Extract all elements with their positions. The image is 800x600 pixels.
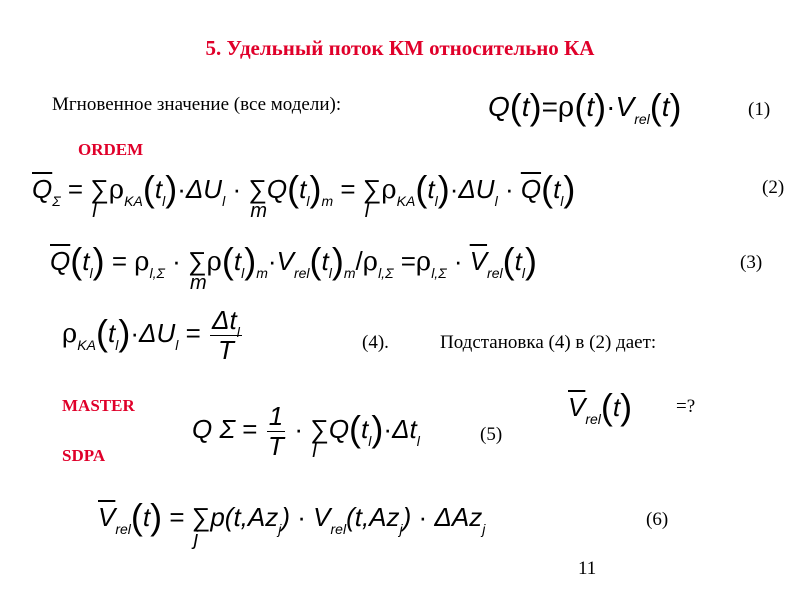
equation-5: Q Σ = $\frac{1}{T}$ · ∑ l $Q(t_l)\cdot\Delta t_l$ bbox=[192, 401, 420, 462]
equation-6-number: (6) bbox=[646, 509, 669, 530]
equation-2-number: (2) bbox=[762, 177, 785, 198]
slide-title: 5. Удельный поток КМ относительно КА bbox=[205, 36, 595, 60]
equation-1-number: (1) bbox=[748, 99, 771, 120]
equation-3-number: (3) bbox=[740, 252, 763, 273]
instant-value-label: Мгновенное значение (все модели): bbox=[52, 94, 342, 115]
equation-2: $\overline{Q}_\Sigma$ = ∑ l $\rho_{KA}(t_l)\cdot\Delta U_l$ · ∑ m $Q(t_l)_m$ = ∑ l $\rho_{KA}(t_l)\cdot\Delta U_l \cdot \overline{Q}(t_l)$ bbox=[32, 168, 576, 222]
page-number: 11 bbox=[578, 558, 597, 579]
model-label-master: MASTER bbox=[62, 396, 135, 415]
equation-5-number: (5) bbox=[480, 424, 503, 445]
vrel-question: =? bbox=[676, 396, 696, 417]
model-label-ordem: ORDEM bbox=[78, 140, 144, 159]
equation-6: $\overline{V}_{rel}(t)$ = ∑ j $p(t,Az_j) \cdot V_{rel}(t,Az_j) \cdot \Delta Az_j$ bbox=[98, 496, 486, 550]
equation-3: $\overline{Q}(t_l) = \rho_{l,\Sigma}$ · ∑ m $\rho(t_l)_m\cdot V_{rel}(t_l)_m/\rho_{l,\Sigma} =\rho_{l,\Sigma} \cdot \overline{V}_{rel}(t_l)$ bbox=[50, 240, 537, 294]
model-label-sdpa: SDPA bbox=[62, 446, 106, 465]
equation-1: $Q(t)=\rho(t)\cdot V_{rel}(t)$ bbox=[488, 86, 682, 127]
equation-4: $\rho_{KA}(t_l)\cdot\Delta U_l$ = $\frac{\Delta t_l}{T}$ bbox=[62, 305, 240, 365]
vrel-expression: $\overline{V}_{rel}(t)$ bbox=[568, 386, 633, 427]
equation-4-number: (4). bbox=[362, 332, 389, 353]
substitution-note: Подстановка (4) в (2) дает: bbox=[440, 332, 657, 353]
